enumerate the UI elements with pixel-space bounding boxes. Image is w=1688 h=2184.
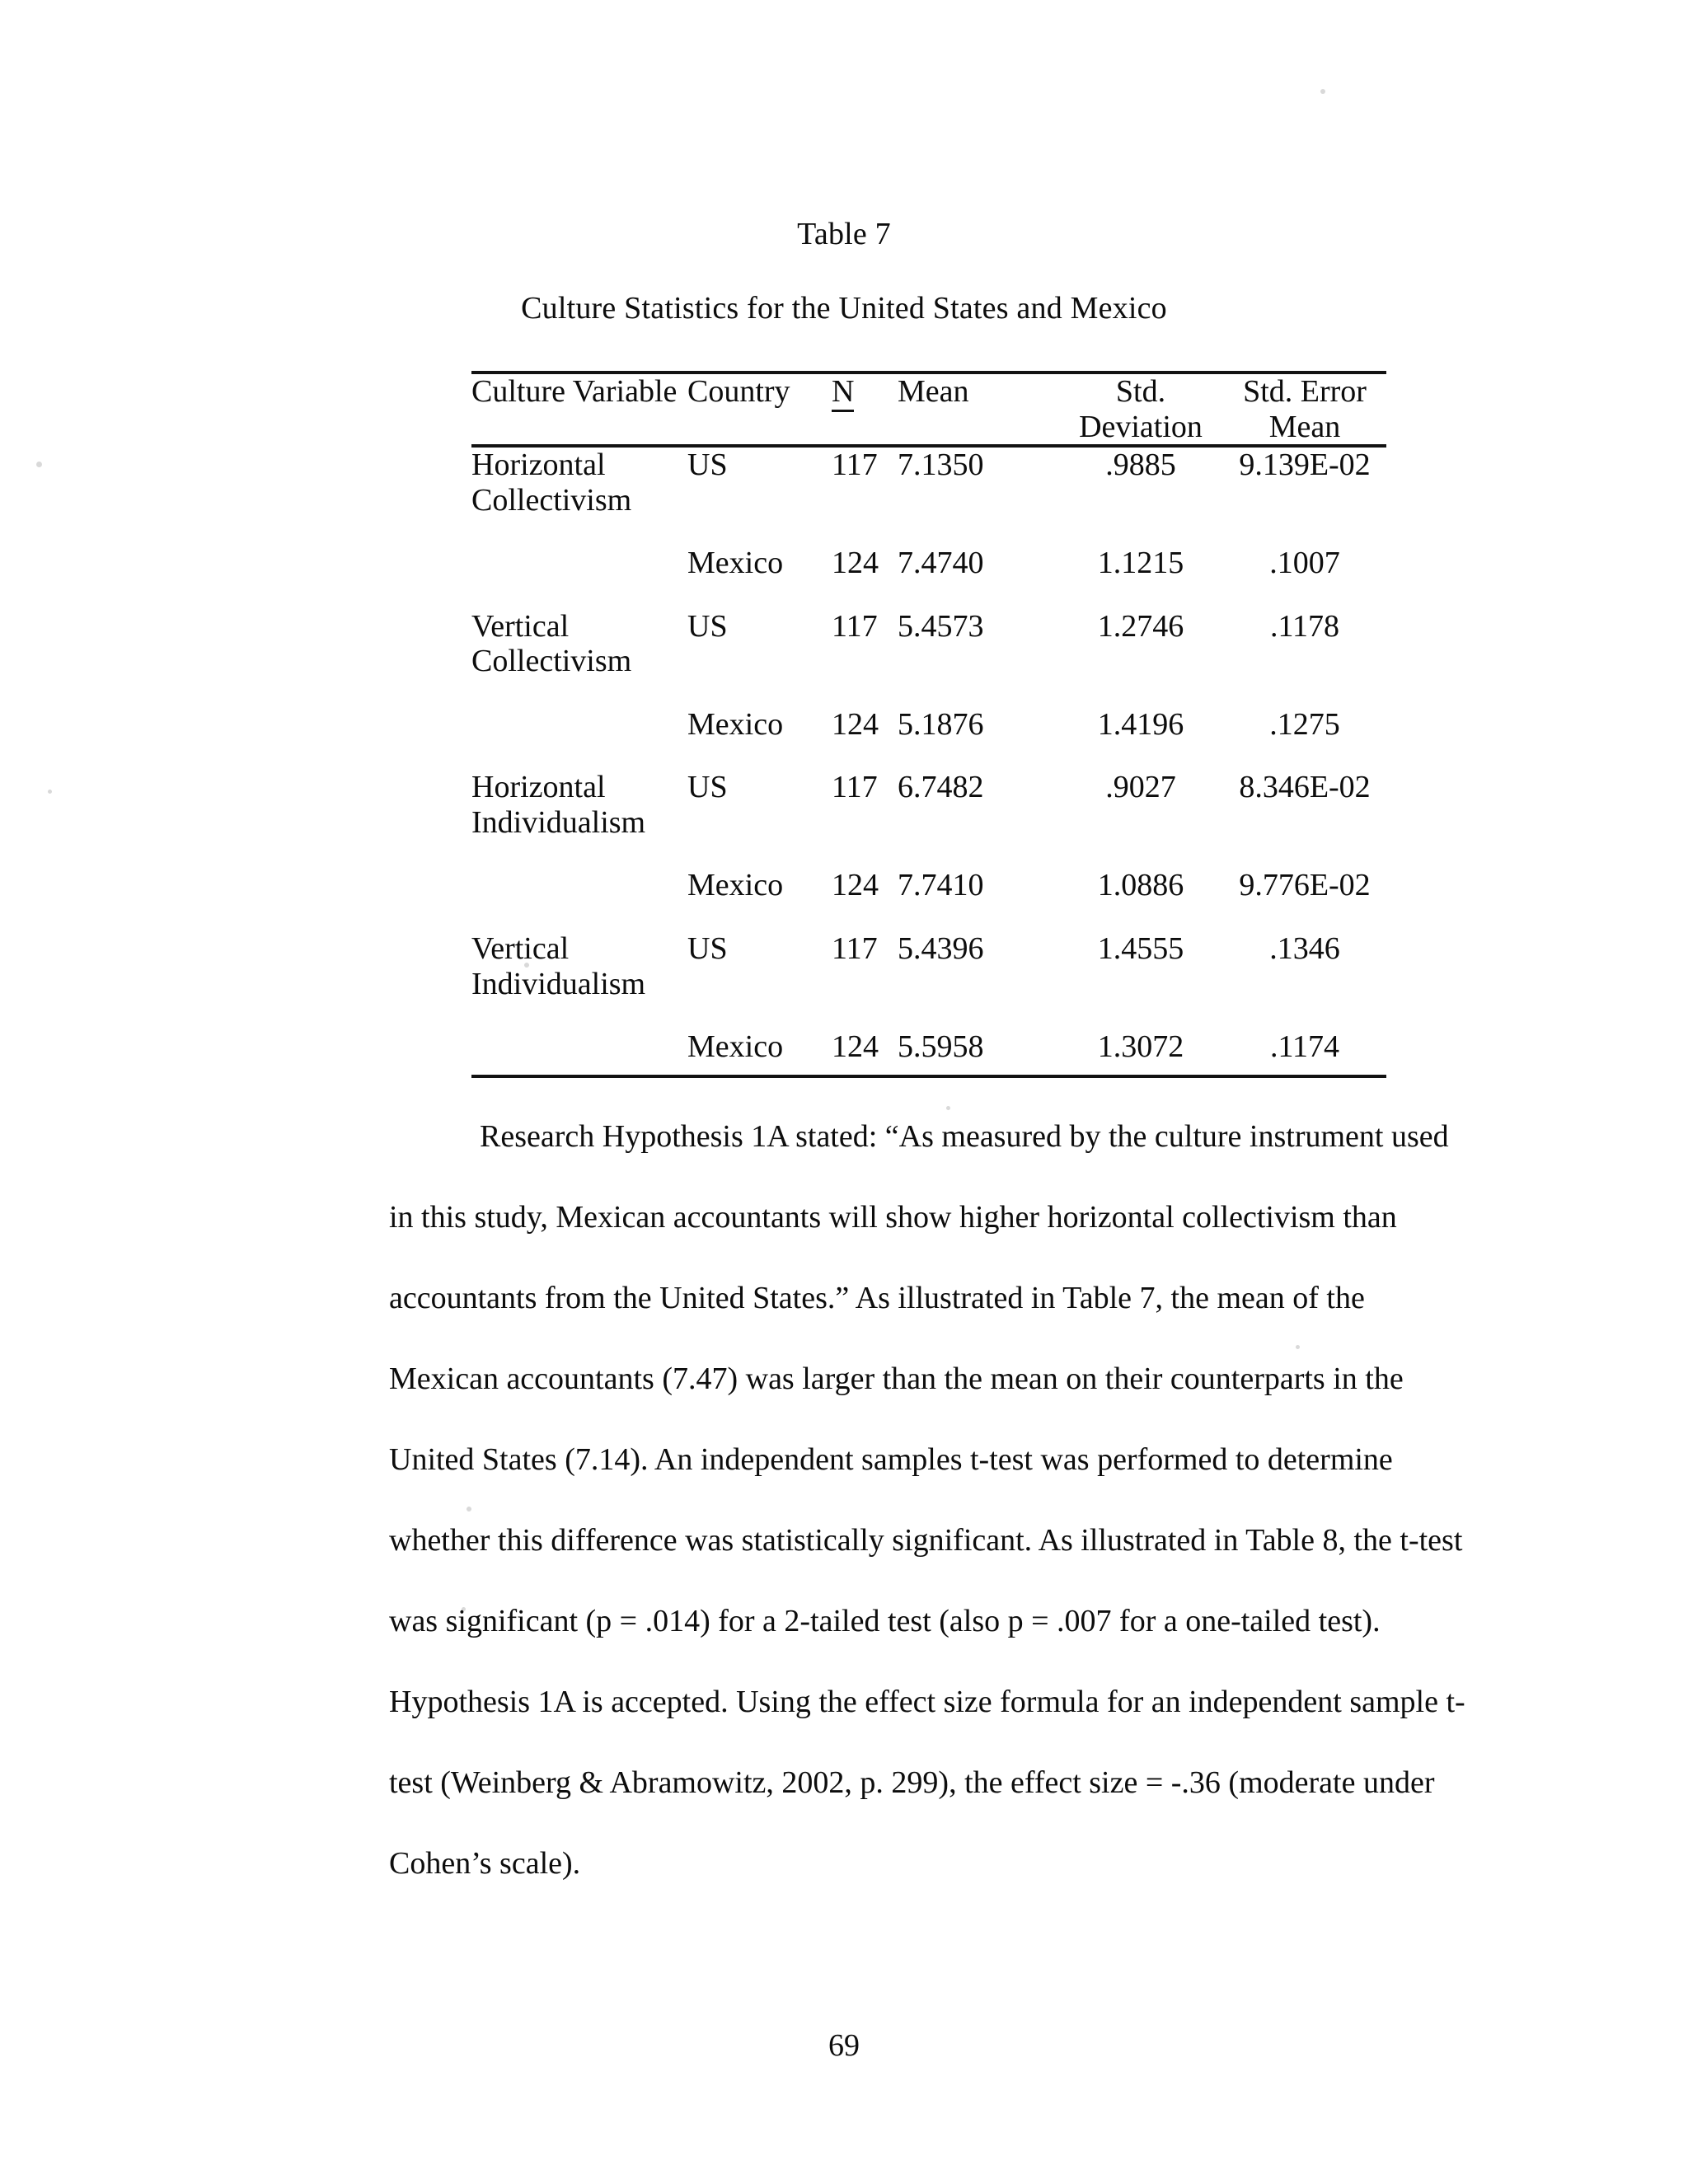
cell-n: 117: [832, 608, 878, 644]
cell-n: 124: [832, 868, 879, 903]
culture-variable-line1: Horizontal: [471, 770, 606, 805]
cell-std-deviation: .9885: [1058, 446, 1223, 518]
cell-country: Mexico: [687, 1001, 832, 1076]
cell-country: US: [687, 931, 728, 967]
cell-std-deviation: 1.0886: [1097, 868, 1184, 903]
cell-country: Mexico: [687, 706, 784, 742]
table-row: [471, 679, 1386, 743]
cell-std-error-mean: 9.139E-02: [1223, 446, 1386, 518]
cell-culture-variable: [471, 609, 687, 679]
scan-speckle: [36, 462, 42, 467]
table-block-spacer-cell: [471, 742, 1386, 770]
table-row: [471, 518, 1386, 581]
table-header-row: [471, 373, 1386, 446]
cell-country: US: [687, 446, 832, 518]
table-block-spacer-cell: [471, 903, 1386, 931]
cell-n: 124: [832, 546, 879, 581]
cell-culture-variable: [471, 840, 687, 903]
cell-std-error-mean: 9.776E-02: [1239, 868, 1371, 903]
table-block-spacer: [471, 742, 1386, 770]
cell-mean: 7.7410: [898, 868, 984, 903]
stats-table: [471, 371, 1386, 1078]
cell-std-deviation: 1.1215: [1097, 546, 1184, 581]
scan-speckle: [48, 790, 52, 794]
cell-std-error-mean: .1346: [1269, 931, 1340, 967]
paragraph-text: Research Hypothesis 1A stated: “As measured by the culture instrument used in this study, Mexican accountants will show higher horizontal collectivism than accountants from the United States.” As illustrated in Table 7, the mean of the Mexican accountants (7.47) was larger than the mean on their counterparts in the United States (7.14). An independent samples t-test was performed to determine whether this difference was statistically significant. As illustrated in Table 8, the t-test was significant (p = .014) for a 2-tailed test (also p = .007 for a one-tailed test). Hypothesis 1A is accepted. Using the effect size formula for an independent sample t-test (Weinberg & Abramowitz, 2002, p. 299), the effect size = -.36 (moderate under Cohen’s scale).: [389, 1119, 1465, 1881]
culture-statistics-table: [471, 371, 1386, 1078]
cell-country: Mexico: [687, 868, 784, 903]
cell-std-deviation: 1.2746: [1097, 608, 1184, 644]
cell-std-error-mean: .1275: [1269, 706, 1340, 742]
std-deviation-line2: Deviation: [1079, 409, 1203, 444]
cell-mean: 5.1876: [898, 706, 984, 742]
cell-culture-variable: [471, 770, 687, 840]
culture-variable-line2: Individualism: [471, 966, 646, 1001]
cell-std-error-mean: 8.346E-02: [1239, 770, 1371, 805]
column-header-std-deviation: [1058, 373, 1223, 446]
scan-speckle: [1320, 89, 1325, 94]
cell-n: 117: [832, 446, 898, 518]
table-number: Table 7: [797, 217, 891, 251]
cell-mean: 7.4740: [898, 546, 984, 581]
table-caption: Culture Statistics for the United States and Mexico: [521, 291, 1167, 326]
culture-variable-line2: Individualism: [471, 804, 646, 840]
cell-n: 124: [832, 1001, 898, 1076]
body-paragraph: [389, 1096, 1469, 1904]
column-header-std-error-mean: [1223, 373, 1386, 446]
column-header-mean: Mean: [898, 373, 1058, 446]
cell-country: US: [687, 770, 728, 805]
table-row: [471, 609, 1386, 679]
cell-std-deviation: .9027: [1105, 770, 1176, 805]
column-header-country: Country: [687, 373, 832, 446]
cell-std-error-mean: .1178: [1269, 608, 1340, 644]
cell-country: Mexico: [687, 546, 784, 581]
cell-std-deviation: 1.4555: [1097, 931, 1184, 967]
column-header-n: [832, 373, 898, 446]
cell-n: 117: [832, 770, 878, 805]
cell-std-error-mean: .1174: [1223, 1001, 1386, 1076]
page-number: 69: [828, 2028, 860, 2063]
table-row: [471, 840, 1386, 903]
cell-culture-variable: [471, 518, 687, 581]
table-header: [471, 373, 1386, 446]
cell-culture-variable: [471, 931, 687, 1001]
culture-variable-line2: Collectivism: [471, 482, 632, 518]
cell-country: US: [687, 608, 728, 644]
cell-mean: 5.4573: [898, 608, 984, 644]
cell-mean: 7.1350: [898, 446, 1058, 518]
cell-culture-variable: [471, 446, 687, 518]
table-body: [471, 446, 1386, 1076]
table-row: [471, 446, 1386, 518]
cell-n: 117: [832, 931, 878, 967]
cell-mean: 5.4396: [898, 931, 984, 967]
table-row: [471, 1001, 1386, 1076]
column-header-culture-variable: Culture Variable: [471, 373, 687, 446]
cell-culture-variable: [471, 1001, 687, 1076]
cell-mean: 6.7482: [898, 770, 984, 805]
cell-culture-variable: [471, 679, 687, 743]
cell-mean: 5.5958: [898, 1001, 1058, 1076]
table-row: [471, 770, 1386, 840]
std-error-mean-line1: Std. Error: [1243, 374, 1367, 409]
std-error-mean-line2: Mean: [1268, 409, 1341, 444]
culture-variable-line1: Vertical: [471, 931, 570, 967]
std-deviation-line1: Std.: [1115, 374, 1166, 409]
cell-std-deviation: 1.3072: [1058, 1001, 1223, 1076]
culture-variable-line1: Vertical: [471, 608, 570, 644]
cell-std-deviation: 1.4196: [1097, 706, 1184, 742]
cell-n: 124: [832, 706, 879, 742]
column-header-n-label: N: [832, 374, 854, 412]
cell-std-error-mean: .1007: [1269, 546, 1340, 581]
table-block-spacer: [471, 903, 1386, 931]
table-block-spacer-cell: [471, 581, 1386, 609]
culture-variable-line1: Horizontal: [471, 448, 606, 483]
table-block-spacer: [471, 581, 1386, 609]
table-row: [471, 931, 1386, 1001]
culture-variable-line2: Collectivism: [471, 644, 632, 679]
